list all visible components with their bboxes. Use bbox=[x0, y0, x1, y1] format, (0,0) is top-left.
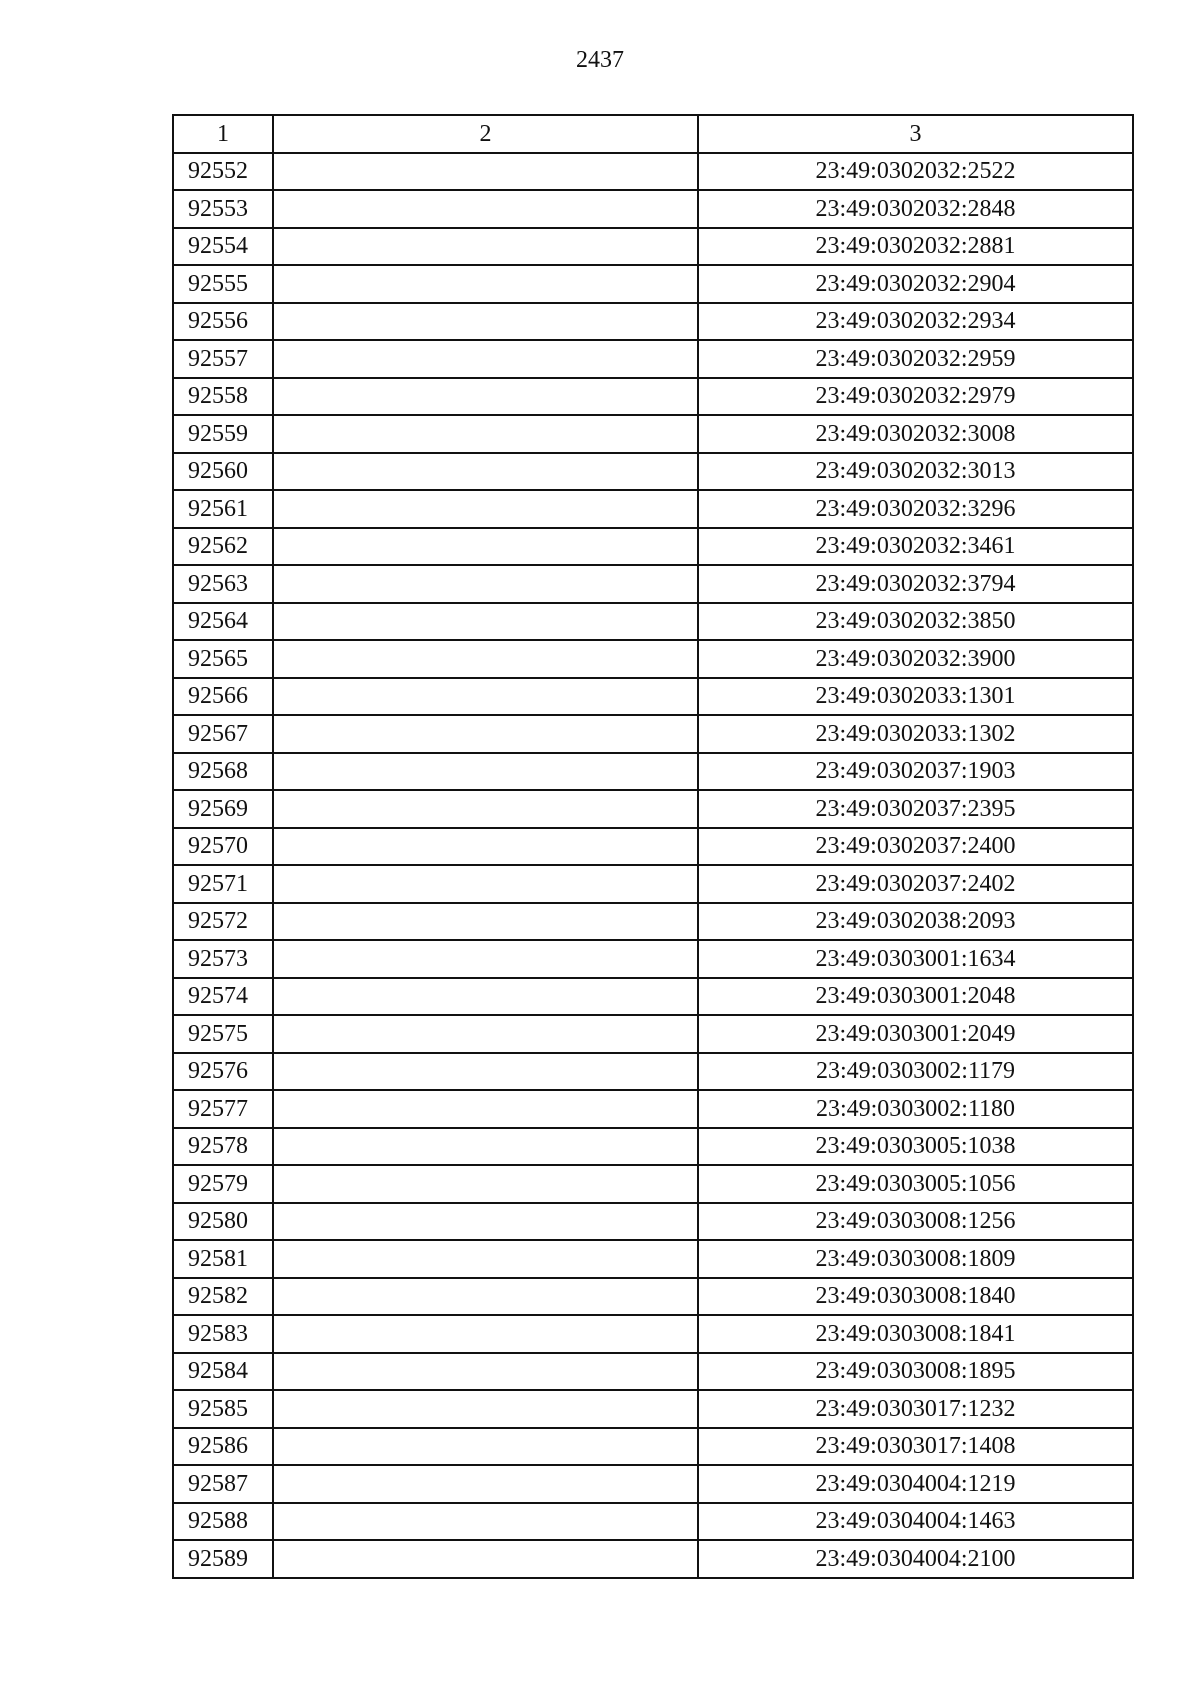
table-row bbox=[173, 828, 1133, 866]
row-name-cell bbox=[273, 753, 698, 791]
row-number-cell: 92569 bbox=[173, 790, 273, 828]
table-row bbox=[173, 603, 1133, 641]
table-row bbox=[173, 678, 1133, 716]
cadastral-number-cell: 23:49:0302037:2402 bbox=[698, 865, 1133, 903]
row-name-cell bbox=[273, 903, 698, 941]
table-row bbox=[173, 378, 1133, 416]
row-name-cell bbox=[273, 1015, 698, 1053]
row-name-cell bbox=[273, 303, 698, 341]
table-row bbox=[173, 565, 1133, 603]
row-number-cell: 92589 bbox=[173, 1540, 273, 1578]
row-number-cell: 92584 bbox=[173, 1353, 273, 1391]
cadastral-number-cell: 23:49:0302032:2881 bbox=[698, 228, 1133, 266]
row-number-cell: 92571 bbox=[173, 865, 273, 903]
row-name-cell bbox=[273, 565, 698, 603]
cadastral-number-cell: 23:49:0302037:1903 bbox=[698, 753, 1133, 791]
cadastral-number-cell: 23:49:0302032:2904 bbox=[698, 265, 1133, 303]
table-row bbox=[173, 1165, 1133, 1203]
registry-table bbox=[172, 114, 1134, 1579]
cadastral-number-cell: 23:49:0302032:3794 bbox=[698, 565, 1133, 603]
cadastral-number-cell: 23:49:0303001:2049 bbox=[698, 1015, 1133, 1053]
cadastral-number-cell: 23:49:0302038:2093 bbox=[698, 903, 1133, 941]
row-number-cell: 92568 bbox=[173, 753, 273, 791]
row-name-cell bbox=[273, 1390, 698, 1428]
row-name-cell bbox=[273, 1428, 698, 1466]
row-name-cell bbox=[273, 1315, 698, 1353]
row-number-cell: 92576 bbox=[173, 1053, 273, 1091]
row-name-cell bbox=[273, 490, 698, 528]
table-row bbox=[173, 715, 1133, 753]
cadastral-number-cell: 23:49:0302037:2400 bbox=[698, 828, 1133, 866]
row-name-cell bbox=[273, 1353, 698, 1391]
row-name-cell bbox=[273, 1203, 698, 1241]
row-number-cell: 92572 bbox=[173, 903, 273, 941]
cadastral-number-cell: 23:49:0302032:3013 bbox=[698, 453, 1133, 491]
row-name-cell bbox=[273, 153, 698, 191]
cadastral-number-cell: 23:49:0304004:1463 bbox=[698, 1503, 1133, 1541]
table-row bbox=[173, 415, 1133, 453]
row-number-cell: 92560 bbox=[173, 453, 273, 491]
row-number-cell: 92565 bbox=[173, 640, 273, 678]
row-number-cell: 92557 bbox=[173, 340, 273, 378]
column-header-3: 3 bbox=[698, 115, 1133, 153]
table-row bbox=[173, 640, 1133, 678]
cadastral-number-cell: 23:49:0303008:1895 bbox=[698, 1353, 1133, 1391]
cadastral-number-cell: 23:49:0303008:1809 bbox=[698, 1240, 1133, 1278]
row-number-cell: 92575 bbox=[173, 1015, 273, 1053]
row-name-cell bbox=[273, 865, 698, 903]
row-name-cell bbox=[273, 1540, 698, 1578]
row-name-cell bbox=[273, 265, 698, 303]
cadastral-number-cell: 23:49:0302032:2959 bbox=[698, 340, 1133, 378]
row-number-cell: 92570 bbox=[173, 828, 273, 866]
table-row bbox=[173, 790, 1133, 828]
cadastral-number-cell: 23:49:0302032:3296 bbox=[698, 490, 1133, 528]
cadastral-number-cell: 23:49:0302032:2979 bbox=[698, 378, 1133, 416]
row-name-cell bbox=[273, 1278, 698, 1316]
row-name-cell bbox=[273, 978, 698, 1016]
table-row bbox=[173, 228, 1133, 266]
row-name-cell bbox=[273, 1165, 698, 1203]
row-name-cell bbox=[273, 1128, 698, 1166]
row-number-cell: 92553 bbox=[173, 190, 273, 228]
cadastral-number-cell: 23:49:0302037:2395 bbox=[698, 790, 1133, 828]
row-name-cell bbox=[273, 228, 698, 266]
row-name-cell bbox=[273, 378, 698, 416]
cadastral-number-cell: 23:49:0303008:1841 bbox=[698, 1315, 1133, 1353]
row-number-cell: 92581 bbox=[173, 1240, 273, 1278]
cadastral-number-cell: 23:49:0303008:1256 bbox=[698, 1203, 1133, 1241]
row-number-cell: 92556 bbox=[173, 303, 273, 341]
page-number: 2437 bbox=[576, 47, 624, 73]
table-row bbox=[173, 1015, 1133, 1053]
row-name-cell bbox=[273, 453, 698, 491]
table-row bbox=[173, 1203, 1133, 1241]
cadastral-number-cell: 23:49:0302033:1302 bbox=[698, 715, 1133, 753]
table-row bbox=[173, 190, 1133, 228]
table-row bbox=[173, 1428, 1133, 1466]
cadastral-number-cell: 23:49:0302032:3008 bbox=[698, 415, 1133, 453]
row-name-cell bbox=[273, 340, 698, 378]
row-number-cell: 92579 bbox=[173, 1165, 273, 1203]
table-row bbox=[173, 1353, 1133, 1391]
cadastral-number-cell: 23:49:0303001:2048 bbox=[698, 978, 1133, 1016]
row-number-cell: 92562 bbox=[173, 528, 273, 566]
table-row bbox=[173, 978, 1133, 1016]
table-row bbox=[173, 1278, 1133, 1316]
table-row bbox=[173, 903, 1133, 941]
table-row bbox=[173, 1465, 1133, 1503]
row-number-cell: 92558 bbox=[173, 378, 273, 416]
cadastral-number-cell: 23:49:0302032:2848 bbox=[698, 190, 1133, 228]
cadastral-number-cell: 23:49:0303017:1408 bbox=[698, 1428, 1133, 1466]
row-number-cell: 92573 bbox=[173, 940, 273, 978]
cadastral-number-cell: 23:49:0303005:1056 bbox=[698, 1165, 1133, 1203]
table-row bbox=[173, 1128, 1133, 1166]
row-number-cell: 92552 bbox=[173, 153, 273, 191]
row-number-cell: 92554 bbox=[173, 228, 273, 266]
row-number-cell: 92585 bbox=[173, 1390, 273, 1428]
column-header-1: 1 bbox=[173, 115, 273, 153]
row-number-cell: 92586 bbox=[173, 1428, 273, 1466]
table-row bbox=[173, 303, 1133, 341]
row-name-cell bbox=[273, 940, 698, 978]
row-number-cell: 92577 bbox=[173, 1090, 273, 1128]
table-row bbox=[173, 1090, 1133, 1128]
table-row bbox=[173, 528, 1133, 566]
column-header-2: 2 bbox=[273, 115, 698, 153]
table-row bbox=[173, 1053, 1133, 1091]
cadastral-number-cell: 23:49:0302033:1301 bbox=[698, 678, 1133, 716]
cadastral-number-cell: 23:49:0302032:3850 bbox=[698, 603, 1133, 641]
row-name-cell bbox=[273, 790, 698, 828]
table-row bbox=[173, 940, 1133, 978]
row-number-cell: 92559 bbox=[173, 415, 273, 453]
table-row bbox=[173, 1240, 1133, 1278]
cadastral-number-cell: 23:49:0302032:3900 bbox=[698, 640, 1133, 678]
row-name-cell bbox=[273, 415, 698, 453]
cadastral-number-cell: 23:49:0303002:1180 bbox=[698, 1090, 1133, 1128]
row-name-cell bbox=[273, 1240, 698, 1278]
table-row bbox=[173, 1315, 1133, 1353]
cadastral-number-cell: 23:49:0303008:1840 bbox=[698, 1278, 1133, 1316]
table-row bbox=[173, 453, 1133, 491]
table-row bbox=[173, 153, 1133, 191]
table-body bbox=[173, 153, 1133, 1578]
table-row bbox=[173, 1540, 1133, 1578]
cadastral-number-cell: 23:49:0304004:1219 bbox=[698, 1465, 1133, 1503]
cadastral-number-cell: 23:49:0302032:2934 bbox=[698, 303, 1133, 341]
row-name-cell bbox=[273, 828, 698, 866]
cadastral-number-cell: 23:49:0303017:1232 bbox=[698, 1390, 1133, 1428]
row-name-cell bbox=[273, 190, 698, 228]
cadastral-number-cell: 23:49:0303002:1179 bbox=[698, 1053, 1133, 1091]
row-number-cell: 92567 bbox=[173, 715, 273, 753]
row-number-cell: 92588 bbox=[173, 1503, 273, 1541]
row-number-cell: 92564 bbox=[173, 603, 273, 641]
cadastral-number-cell: 23:49:0304004:2100 bbox=[698, 1540, 1133, 1578]
table-row bbox=[173, 1503, 1133, 1541]
row-name-cell bbox=[273, 1503, 698, 1541]
row-number-cell: 92555 bbox=[173, 265, 273, 303]
table-row bbox=[173, 265, 1133, 303]
row-name-cell bbox=[273, 715, 698, 753]
cadastral-number-cell: 23:49:0303001:1634 bbox=[698, 940, 1133, 978]
row-name-cell bbox=[273, 678, 698, 716]
cadastral-number-cell: 23:49:0302032:3461 bbox=[698, 528, 1133, 566]
row-name-cell bbox=[273, 528, 698, 566]
row-number-cell: 92561 bbox=[173, 490, 273, 528]
row-name-cell bbox=[273, 603, 698, 641]
table-row bbox=[173, 1390, 1133, 1428]
table-row bbox=[173, 490, 1133, 528]
row-number-cell: 92578 bbox=[173, 1128, 273, 1166]
row-number-cell: 92583 bbox=[173, 1315, 273, 1353]
table-header-row bbox=[173, 115, 1133, 153]
row-name-cell bbox=[273, 1053, 698, 1091]
cadastral-number-cell: 23:49:0302032:2522 bbox=[698, 153, 1133, 191]
cadastral-number-cell: 23:49:0303005:1038 bbox=[698, 1128, 1133, 1166]
table-row bbox=[173, 865, 1133, 903]
row-number-cell: 92587 bbox=[173, 1465, 273, 1503]
table-row bbox=[173, 753, 1133, 791]
row-name-cell bbox=[273, 640, 698, 678]
row-number-cell: 92566 bbox=[173, 678, 273, 716]
row-number-cell: 92574 bbox=[173, 978, 273, 1016]
row-number-cell: 92580 bbox=[173, 1203, 273, 1241]
row-number-cell: 92563 bbox=[173, 565, 273, 603]
row-name-cell bbox=[273, 1465, 698, 1503]
table-row bbox=[173, 340, 1133, 378]
row-number-cell: 92582 bbox=[173, 1278, 273, 1316]
row-name-cell bbox=[273, 1090, 698, 1128]
